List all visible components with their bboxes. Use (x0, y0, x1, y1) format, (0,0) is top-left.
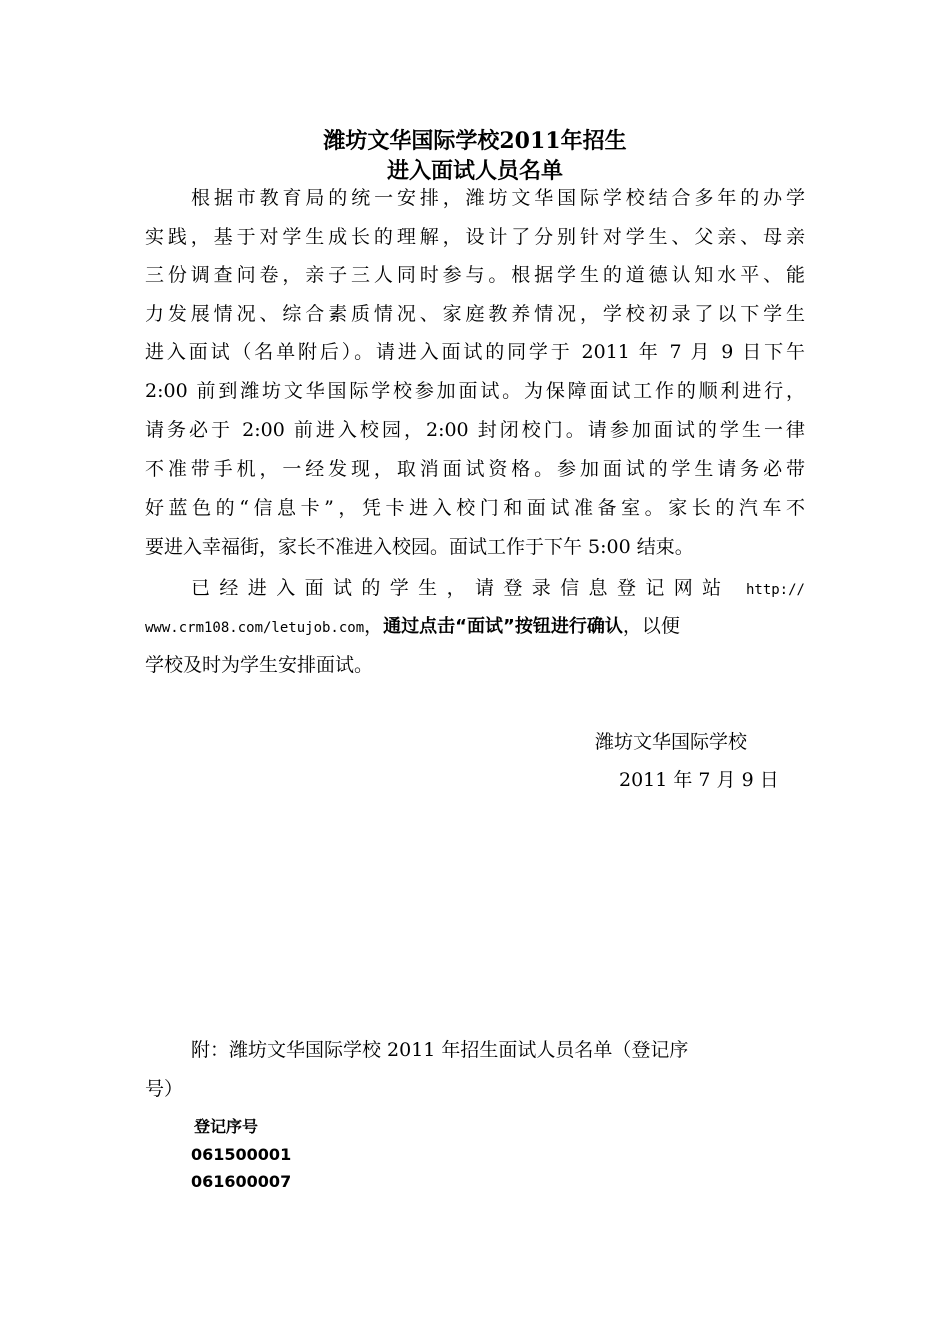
paragraph1-line: 根据市教育局的统一安排，潍坊文华国际学校结合多年的办学 (191, 187, 805, 209)
paragraph2-tail: ，以便 (622, 615, 680, 637)
title-line-1: 潍坊文华国际学校2011年招生 (323, 128, 627, 154)
list-header: 登记序号 (194, 1117, 259, 1136)
paragraph1-line: 好蓝色的“信息卡”，凭卡进入校门和面试准备室。家长的汽车不 (145, 497, 805, 519)
paragraph2-line-1 (191, 570, 805, 606)
paragraph1-line: 2:00 前到潍坊文华国际学校参加面试。为保障面试工作的顺利进行， (145, 380, 805, 402)
website-url-part1: http:// (745, 582, 805, 598)
paragraph1-line: 进入面试（名单附后）。请进入面试的同学于 2011 年 7 月 9 日下午 (145, 341, 805, 363)
paragraph1-line: 力发展情况、综合素质情况、家庭教养情况，学校初录了以下学生 (145, 303, 805, 325)
list-item: 061600007 (191, 1172, 292, 1191)
emphasis-text: 通过点击“面试”按钮进行确认 (383, 616, 623, 637)
paragraph1-line: 要进入幸福街，家长不准进入校园。面试工作于下午 5:00 结束。 (145, 536, 694, 558)
paragraph1-line: 请务必于 2:00 前进入校园，2:00 封闭校门。请参加面试的学生一律 (145, 419, 805, 441)
appendix-line-1: 附：潍坊文华国际学校 2011 年招生面试人员名单（登记序 (191, 1039, 689, 1061)
signature-date: 2011 年 7 月 9 日 (619, 769, 779, 791)
paragraph2-line-3: 学校及时为学生安排面试。 (145, 654, 374, 676)
paragraph1-line: 不准带手机，一经发现，取消面试资格。参加面试的学生请务必带 (145, 458, 805, 480)
paragraph2-line-2 (145, 608, 805, 644)
paragraph1-line: 三份调查问卷，亲子三人同时参与。根据学生的道德认知水平、能 (145, 264, 805, 286)
comma-text: ， (364, 615, 384, 637)
title-line-2: 进入面试人员名单 (386, 158, 563, 184)
list-item: 061500001 (191, 1145, 292, 1164)
website-url-part2: www.crm108.com/letujob.com (145, 620, 365, 636)
appendix-line-2: 号） (145, 1078, 184, 1100)
paragraph1-line: 实践，基于对学生成长的理解，设计了分别针对学生、父亲、母亲 (145, 226, 805, 248)
signature-org: 潍坊文华国际学校 (595, 731, 748, 753)
paragraph2-text: 已经进入面试的学生，请登录信息登记网站 (191, 577, 731, 599)
